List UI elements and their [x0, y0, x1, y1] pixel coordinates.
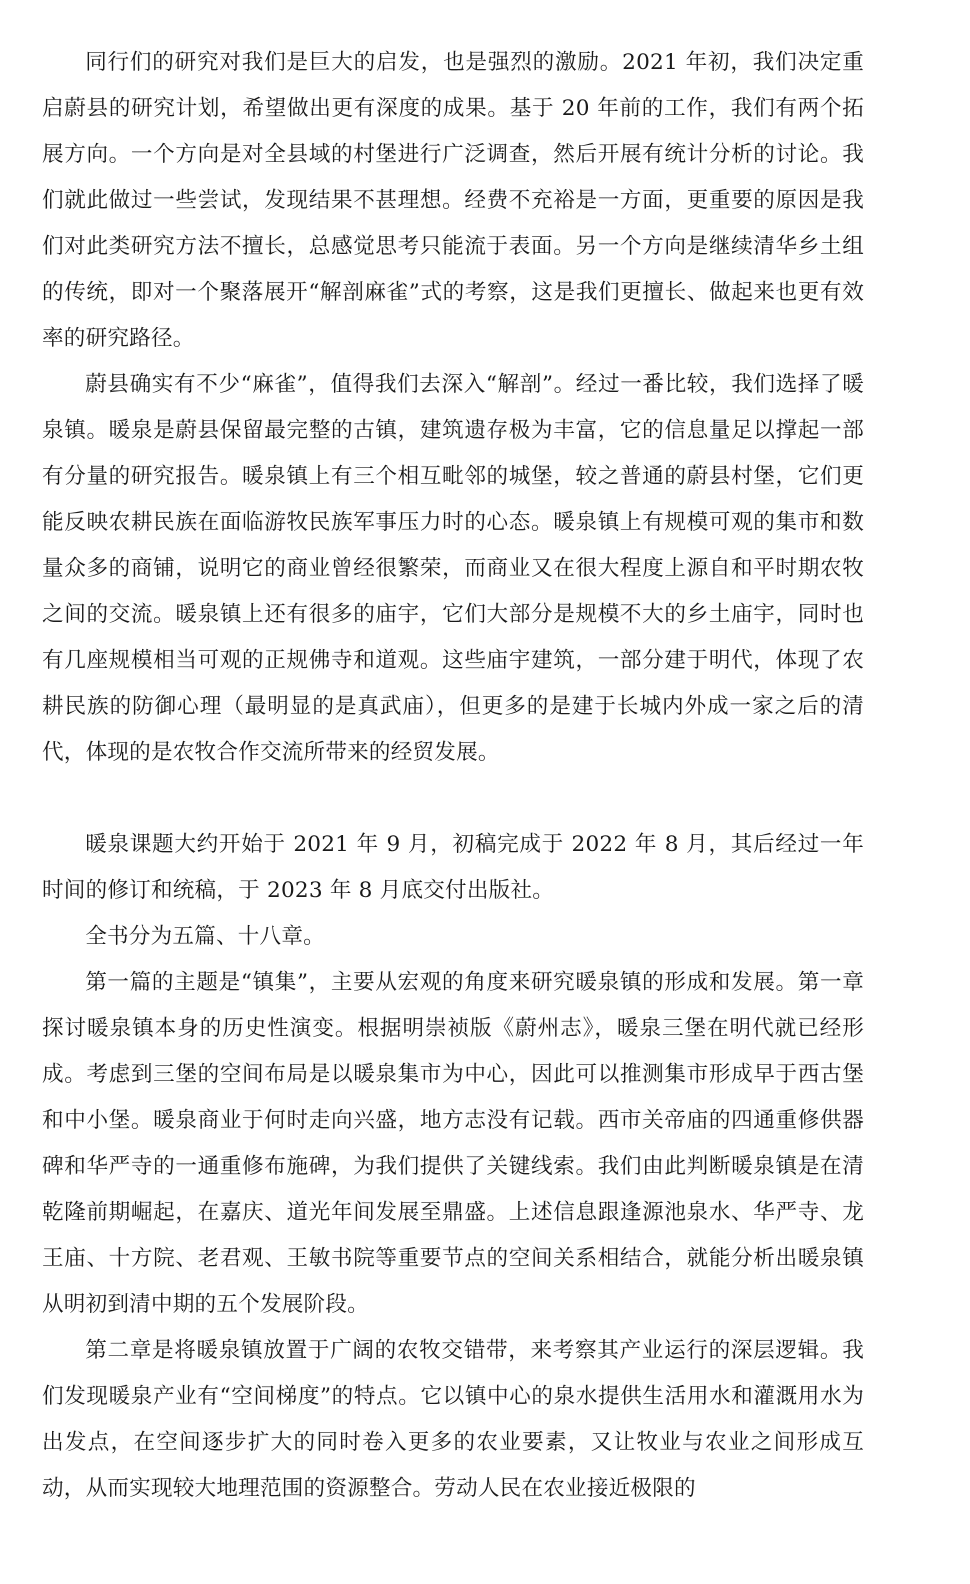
paragraph-project-timeline: 暖泉课题大约开始于 2021 年 9 月，初稿完成于 2022 年 8 月，其后经过一年时间的修订和统稿，于 2023 年 8 月底交付出版社。 [42, 832, 864, 903]
paragraph-research-plan: 同行们的研究对我们是巨大的启发，也是强烈的激励。2021 年初，我们决定重启蔚县的研究计划，希望做出更有深度的成果。基于 20 年前的工作，我们有两个拓展方向。一个方向是对全县域的村堡进行广泛调查，然后开展有统计分析的讨论。我们就此做过一些尝试，发现结果不甚理想。经费不充裕是一方面，更重要的原因是我们对此类研究方法不擅长，总感觉思考只能流于表面。另一个方向是继续清华乡土组的传统，即对一个聚落展开“解剖麻雀”式的考察，这是我们更擅长、做起来也更有效率的研究路径。 [42, 50, 864, 351]
paragraph-part-one: 第一篇的主题是“镇集”，主要从宏观的角度来研究暖泉镇的形成和发展。第一章探讨暖泉镇本身的历史性演变。根据明崇祯版《蔚州志》，暖泉三堡在明代就已经形成。考虑到三堡的空间布局是以暖泉集市为中心，因此可以推测集市形成早于西古堡和中小堡。暖泉商业于何时走向兴盛，地方志没有记载。西市关帝庙的四通重修供器碑和华严寺的一通重修布施碑，为我们提供了关键线索。我们由此判断暖泉镇是在清乾隆前期崛起，在嘉庆、道光年间发展至鼎盛。上述信息跟逢源池泉水、华严寺、龙王庙、十方院、老君观、王敏书院等重要节点的空间关系相结合，就能分析出暖泉镇从明初到清中期的五个发展阶段。 [42, 970, 864, 1317]
paragraph-chapter-two: 第二章是将暖泉镇放置于广阔的农牧交错带，来考察其产业运行的深层逻辑。我们发现暖泉产业有“空间梯度”的特点。它以镇中心的泉水提供生活用水和灌溉用水为出发点，在空间逐步扩大的同时卷入更多的农业要素，又让牧业与农业之间形成互动，从而实现较大地理范围的资源整合。劳动人民在农业接近极限的 [42, 1338, 864, 1501]
document-page [42, 40, 864, 1512]
paragraph-book-structure: 全书分为五篇、十八章。 [85, 924, 325, 949]
paragraph-nuanquan-choice: 蔚县确实有不少“麻雀”，值得我们去深入“解剖”。经过一番比较，我们选择了暖泉镇。暖泉是蔚县保留最完整的古镇，建筑遗存极为丰富，它的信息量足以撑起一部有分量的研究报告。暖泉镇上有三个相互毗邻的城堡，较之普通的蔚县村堡，它们更能反映农耕民族在面临游牧民族军事压力时的心态。暖泉镇上有规模可观的集市和数量众多的商铺，说明它的商业曾经很繁荣，而商业又在很大程度上源自和平时期农牧之间的交流。暖泉镇上还有很多的庙宇，它们大部分是规模不大的乡土庙宇，同时也有几座规模相当可观的正规佛寺和道观。这些庙宇建筑，一部分建于明代，体现了农耕民族的防御心理（最明显的是真武庙），但更多的是建于长城内外成一家之后的清代，体现的是农牧合作交流所带来的经贸发展。 [42, 372, 864, 765]
